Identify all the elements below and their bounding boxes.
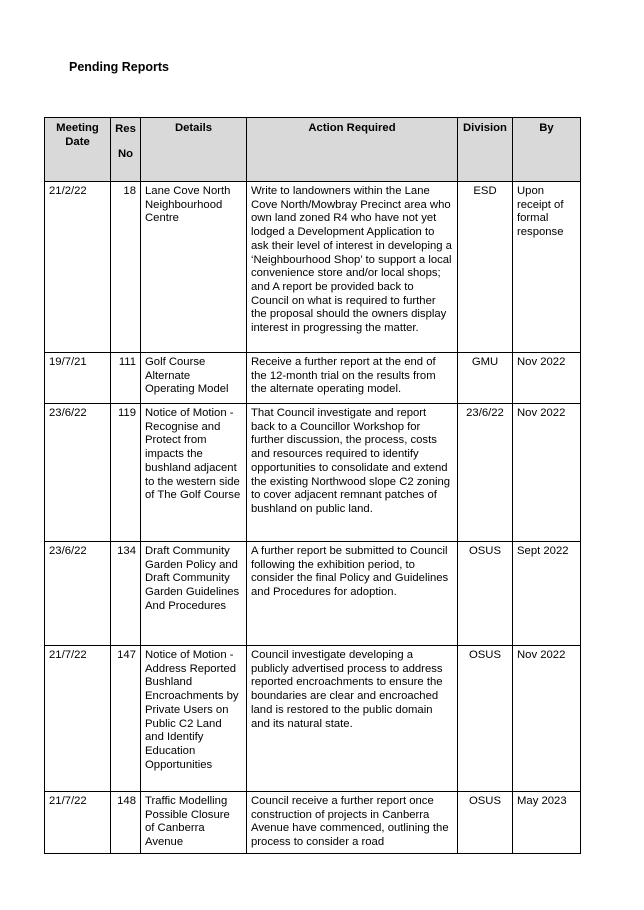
cell-division: 23/6/22 (458, 404, 513, 542)
cell-details: Notice of Motion - Recognise and Protect from impacts the bushland adjacent to the western side of The Golf Course (141, 404, 247, 542)
cell-action-required: Council investigate developing a publicly advertised process to address reported encroachments to ensure the boundaries are clear and encroached land is restored to the public domain and its natural state. (247, 646, 458, 792)
header-action-required: Action Required (247, 118, 458, 182)
table-row (45, 646, 581, 792)
cell-details: Draft Community Garden Policy and Draft Community Garden Guidelines And Procedures (141, 542, 247, 646)
cell-details: Notice of Motion - Address Reported Bushland Encroachments by Private Users on Public C2 Land and Identify Education Opportunities (141, 646, 247, 792)
cell-by: Nov 2022 (513, 404, 581, 542)
cell-by: Nov 2022 (513, 353, 581, 404)
table-row (45, 353, 581, 404)
header-meeting-date: Meeting Date (45, 118, 111, 182)
cell-division: OSUS (458, 646, 513, 792)
header-by: By (513, 118, 581, 182)
header-division: Division (458, 118, 513, 182)
cell-res-no: 119 (111, 404, 141, 542)
cell-details: Golf Course Alternate Operating Model (141, 353, 247, 404)
header-res-label: Res (115, 123, 136, 135)
cell-by: Sept 2022 (513, 542, 581, 646)
cell-division: ESD (458, 182, 513, 353)
cell-action-required: Receive a further report at the end of the 12-month trial on the results from the alternate operating model. (247, 353, 458, 404)
cell-details: Lane Cove North Neighbourhood Centre (141, 182, 247, 353)
cell-division: OSUS (458, 542, 513, 646)
cell-meeting-date: 19/7/21 (45, 353, 111, 404)
table-row (45, 182, 581, 353)
cell-res-no: 147 (111, 646, 141, 792)
cell-meeting-date: 21/7/22 (45, 646, 111, 792)
cell-res-no: 148 (111, 792, 141, 854)
cell-meeting-date: 21/7/22 (45, 792, 111, 854)
cell-division: OSUS (458, 792, 513, 854)
cell-by: Upon receipt of formal response (513, 182, 581, 353)
cell-res-no: 134 (111, 542, 141, 646)
cell-action-required: Council receive a further report once construction of projects in Canberra Avenue have commenced, outlining the process to consider a road (247, 792, 458, 854)
page-title: Pending Reports (69, 60, 170, 74)
table-row (45, 542, 581, 646)
cell-by: Nov 2022 (513, 646, 581, 792)
table-header-row (45, 118, 581, 182)
pending-reports-table (44, 117, 581, 854)
cell-action-required: That Council investigate and report back to a Councillor Workshop for further discussion, the process, costs and resources required to identify opportunities to consolidate and extend the existing Northwood slope C2 zoning to cover adjacent remnant patches of bushland on public land. (247, 404, 458, 542)
table-row (45, 792, 581, 854)
header-details: Details (141, 118, 247, 182)
cell-action-required: A further report be submitted to Council following the exhibition period, to consider the final Policy and Guidelines and Procedures for adoption. (247, 542, 458, 646)
cell-res-no: 18 (111, 182, 141, 353)
table-row (45, 404, 581, 542)
header-no-label: No (117, 148, 134, 160)
cell-res-no: 111 (111, 353, 141, 404)
cell-division: GMU (458, 353, 513, 404)
cell-action-required: Write to landowners within the Lane Cove North/Mowbray Precinct area who own land zoned R4 who have not yet lodged a Development Application to ask their level of interest in developing a ‘Neighbourhood Shop’ to support a local convenience store and/or local shops; and A report be provided back to Council on what is required to further the proposal should the owners display interest in progressing the matter. (247, 182, 458, 353)
cell-meeting-date: 23/6/22 (45, 404, 111, 542)
cell-meeting-date: 21/2/22 (45, 182, 111, 353)
header-res-no (111, 118, 141, 182)
cell-meeting-date: 23/6/22 (45, 542, 111, 646)
cell-by: May 2023 (513, 792, 581, 854)
cell-details: Traffic Modelling Possible Closure of Canberra Avenue (141, 792, 247, 854)
